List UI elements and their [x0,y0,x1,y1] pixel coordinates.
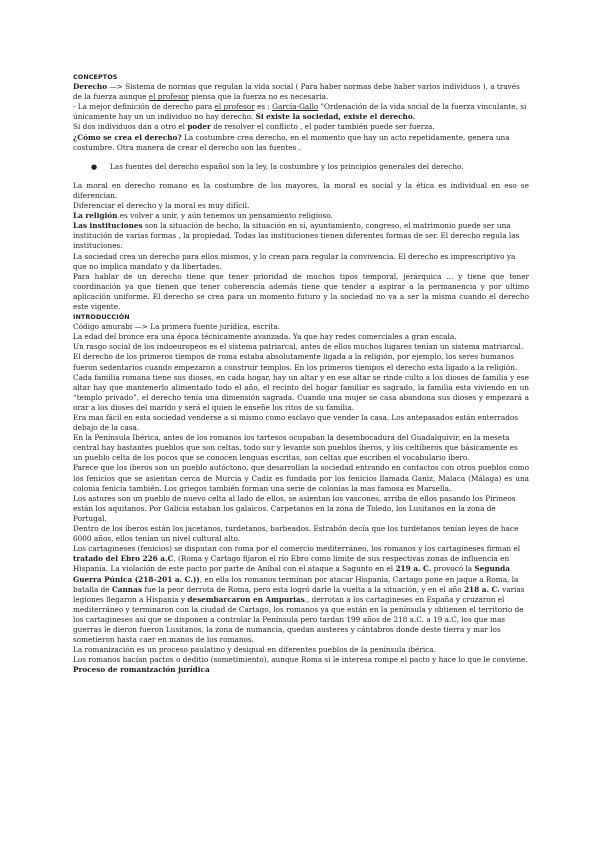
paragraph-astures: Los astures son un pueblo de nuevo celta al lado de ellos, se asientan los vascones, arriba de ellos pasando los Pirineos están los aquitanos. Por Galicia estaban los galaicos. Carpetanos en la zona de Toledo, los Lusitanos en la zona de Portugal. [73,493,516,523]
paragraph-sociedad: La sociedad crea un derecho para ellos mismos, y lo crean para regular la convivencia. El derecho es imprescriptivo ya que no implica mandato y da libertades. [73,251,516,271]
heading-proceso-romanizacion: Proceso de romanización jurídica [73,665,210,675]
spacer [73,172,529,181]
paragraph-derecho: Derecho —> Sistema de normas que regulan la vida social ( Para haber normas debe haber varios individuos ), a través de la fuerza aunque el profesor piensa que la fuerza no es necesaria. [73,82,520,102]
paragraph-romanizacion: La romanización es un proceso paulatino y desigual en diferentes pueblos de la península ibérica. [73,645,436,655]
paragraph-hablar-derecho: Para hablar de un derecho tiene que tener prioridad de muchos tipos temporal, jerárquica ... y tiene que tener coordinación ya que tienen que tener coherencia además tiene que tender a aspirar a la permanencia y por ultimo aplicación uniforme. El derecho se crea para un momento futuro y la sociedad no va a ser la misma cuando el derecho este vigente. [73,271,529,311]
underlined-garcia-gallo: García-Gallo [272,102,319,112]
paragraph-familia-romana: Cada familia romana tiene sus dioses, en cada hogar, hay un altar y en ese altar se rinde culto a los dioses de familia y ese altar hay que mantenerlo alimentado todo el año, el recinto del hogar familiar es sagrado, la familia esta viviendo en un “templo privado”, el derecho tenía una dimensión sagrada. Cuando una mujer se casa abandona sus dioses y empezará a orar a los dioses del marido y será el quien le enseñe los ritos de su familia. [73,372,529,412]
paragraph-peninsula-iberica: En la Península Ibérica, antes de los romanos los tartesos ocupaban la desembocadura del Guadalquivir, en la meseta central hay bastantes pueblos que son celtas, todo sur y levante son pueblos íberos, y los celtíberos que básicamente es un pueblo celta de los pocos que se conocen lenguas escritas, son celtas que escriben el vocabulario íbero. [73,433,518,463]
paragraph-moral: La moral en derecho romano es la costumbre de los mayores, la moral es social y la ética es individual en eso se diferencian. [73,180,529,200]
paragraph-dentro-iberos: Dentro de los íberos están los jacetanos, turdetanos, barbeados. Estrabón decía que los turdetanos tenían leyes de hace 6000 años, ellos tenían un nivel cultural alto. [73,524,519,544]
paragraph-esclavo: Era mas fácil en esta sociedad venderse a si mismo como esclavo que vender la casa. Los antepasados están enterrados debajo de la casa. [73,413,519,433]
paragraph-codigo: Código amurabi —> La primera fuente jurídica, escrita. [73,322,281,332]
paragraph-como-se-crea: ¿Cómo se crea el derecho? La costumbre crea derecho, en el momento que hay un acto repetidamente, genera una costumbre. Otra manera de crear el derecho son las fuentes . [73,132,510,152]
paragraph-poder: Si dos individuos dan a otro el poder de resolver el conflicto , el poder también puede ser fuerza. [73,122,435,132]
paragraph-rasgo: Un rasgo social de los indoeuropeos es el sistema patriarcal, antes de ellos muchos lugares tenían un sistema matriarcal. [73,342,524,352]
term-derecho: Derecho [73,82,108,92]
paragraph-iberos: Parece que los iberos son un pueblo autóctono, que desarrollan la sociedad entrando en contactos con otros pueblos como los fenicios que se asientan cerca de Murcia y Cadiz es fundada por los fenicios llamada Ganiz, Malaca (Málaga) es una colonia fenicia también. Los griegos también forman una serie de colonias la mas famosa es Marsella. [73,463,529,493]
bullet-icon: ● [91,162,98,171]
paragraph-diferenciar: Diferenciar el derecho y la moral es muy difícil. [73,201,250,211]
paragraph-pactos: Los romanos hacían pactos o deditio (sometimiento), aunque Roma si le interesa rompe el pacto y hace lo que le conviene. [73,655,528,665]
paragraph-cartagineses: Los cartagineses (fenicios) se disputan con roma por el comercio mediterráneo, los romanos y los cartagineses firman el tratado del Ebro 226 a.C, (Roma y Cartago fijaron el río Ebro como límite de sus respectivas zonas de influencia en Hispania. La violación de este pacto por parte de Aníbal con el ataque a Sagunto en el 219 a. C. provocó la Segunda Guerra Púnica (218–201 a. C.)), en ella los romanos terminan por atacar Hispania, Cartago pone en jaque a Roma, la batalla de Cannas fue la peor derrota de Roma, pero esta logró darle la vuelta a la situación, y en el año 218 a. C. varias legiones llegaron a Hispania y desembarcaron en Ampurias., derrotan a los cartagineses en España y cruzaron el mediterráneo y terminaron con la ciudad de Cartago, los romanos ya que están en la península y obtienen el territorio de los cartagineses así que se disponen a controlar la Península pero tardan 199 años de 218 a.C. a 19 a.C, los que mas guerras le dieron fueron Lusitanos, la zona de numancia, quedan austeres y cántabros donde deste tierra y mar los sometieron hasta caer en manos de los romanos. [73,544,525,645]
paragraph-garcia-gallo: - La mejor definición de derecho para el profesor es : García-Gallo "Ordenación de la vida social de la fuerza vinculante, si únicamente hay un un individuo no hay derecho. Si existe la sociedad, existe el derecho. [73,102,527,122]
bullet-list-item: ● Las fuentes del derecho español son la ley, la costumbre y los principios generales del derecho. [91,161,464,171]
paragraph-primeros-tiempos: El derecho de los primeros tiempos de roma estaba absolutamente ligada a la religión, por ejemplo, los seres humanos fueron sedentarios cuando empezaron a construir templos. En los primeros tiempos el derecho esta ligado a la religión. [73,352,518,372]
underlined-profesor: el profesor [148,92,189,102]
document-page [73,72,529,675]
section-heading-conceptos: CONCEPTOS [73,73,118,81]
paragraph-religion: La religión es volver a unir, y aún tenemos un pensamiento religioso. [73,211,333,221]
paragraph-bronce: La edad del bronce era una época técnicamente avanzada. Ya que hay redes comerciales a gran escala. [73,332,457,342]
section-heading-introduccion: INTRODUCCIÓN [73,313,130,322]
spacer [73,153,529,162]
paragraph-instituciones: Las instituciones son la situación de hecho, la situación en sí, ayuntamiento, congreso, el matrimonio puede ser una institución de varias formas , la propiedad. Todas las instituciones tienen diferentes formas de ser. El derecho regula las instituciones. [73,221,520,251]
